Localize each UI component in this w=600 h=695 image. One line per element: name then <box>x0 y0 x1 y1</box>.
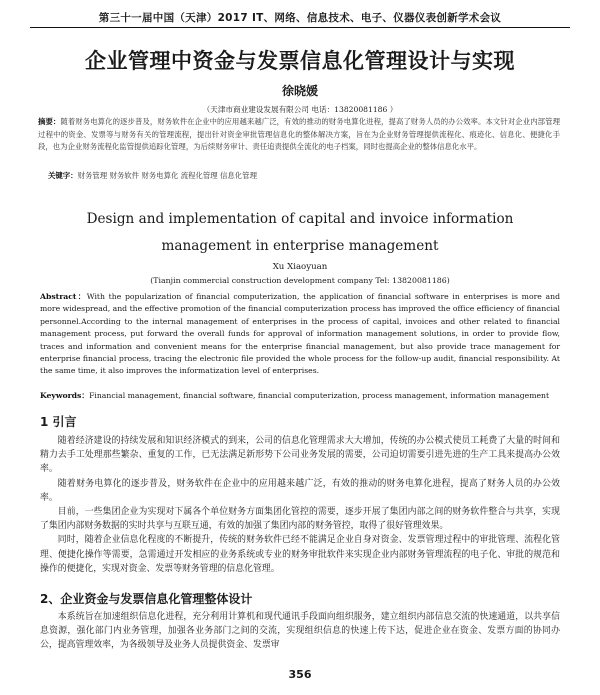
running-head: 第三十一届中国（天津）2017 IT、网络、信息技术、电子、仪器仪表创新学术会议 <box>98 12 502 24</box>
section-1-heading: 1 引言 <box>40 415 77 429</box>
keywords-chinese-label: 关键字： <box>48 171 78 180</box>
affiliation-english: (Tianjin commercial construction development company Tel: 13820081186) <box>150 276 450 285</box>
author-english: Xu Xiaoyuan <box>272 262 328 272</box>
section-2-body <box>40 610 560 653</box>
author-chinese: 徐晓媛 <box>281 84 318 98</box>
abstract-english <box>40 291 560 378</box>
abstract-chinese-label: 摘要： <box>38 117 61 126</box>
paragraph: 同时，随着企业信息化程度的不断提升，传统的财务软件已经不能满足企业自身对资金、发票管理过程中的审批管理、流程化管理、便捷化操作等需要，急需通过开发相应的业务系统或专业的财务审批软件来实现企业内部财务管理流程的电子化、审批的规范和操作的便捷化，实现对资金、发票等财务管理的信息化管理。 <box>40 535 560 574</box>
header-divider <box>30 27 570 28</box>
title-english <box>40 206 560 260</box>
section-2-heading: 2、企业资金与发票信息化管理整体设计 <box>40 592 253 606</box>
title-chinese: 企业管理中资金与发票信息化管理设计与实现 <box>85 49 515 73</box>
abstract-english-label: Abstract： <box>40 292 87 301</box>
keywords-chinese-text: 财务管理 财务软件 财务电算化 流程化管理 信息化管理 <box>77 171 257 180</box>
title-english-line2: management in enterprise management <box>161 238 439 254</box>
keywords-english-label: Keywords： <box>40 391 90 400</box>
abstract-chinese-text: 随着财务电算化的逐步普及，财务软件在企业中的应用越来越广泛，有效的推动的财务电算化进程，提高了财务人员的办公效率。本文针对企业内部管理过程中的资金、发票等与财务有关的管理流程，提出针对资金审批管理信息化的整体解决方案，旨在为企业财务管理提供流程化、痕迹化、信息化、便捷化手段，也为企业财务流程化监管提供追踪化管理，为后续财务审计、责任追责提供全流化的电子档案，同时也提高企业的整体信息化水平。 <box>38 117 560 151</box>
page-number: 356 <box>288 668 312 681</box>
paragraph: 随着财务电算化的逐步普及，财务软件在企业中的应用越来越广泛，有效的推动的财务电算化进程，提高了财务人员的办公效率。 <box>40 478 560 503</box>
affiliation-chinese: （天津市商业建设发展有限公司 电话：13820081186 ） <box>202 105 398 114</box>
paragraph: 本系统旨在加速组织信息化进程，充分利用计算机和现代通讯手段面向组织服务，建立组织内部信息交流的快速通道，以共享信息资源，强化部门内业务管理，加强各业务部门之间的交流，实现组织信息的快速上传下达，促进企业在资金、发票方面的协同办公，提高管理效率，为各级领导及业务人员提供资金、发票审 <box>40 612 560 651</box>
keywords-chinese <box>48 170 560 181</box>
title-english-line1: Design and implementation of capital and invoice information <box>86 211 514 227</box>
paragraph: 随着经济建设的持续发展和知识经济模式的到来，公司的信息化管理需求大大增加，传统的办公模式使员工耗费了大量的时间和精力去手工处理那些繁杂、重复的工作，已无法满足新形势下公司业务发展的需要，公司迫切需要引进先进的生产工具来提高办公效率。 <box>40 436 560 475</box>
abstract-chinese <box>38 116 560 154</box>
keywords-english-text: Financial management, financial software, financial computerization, process management, information management <box>89 391 550 400</box>
paragraph: 目前，一些集团企业为实现对下属各个单位财务方面集团化管控的需要，逐步开展了集团内部之间的财务软件整合与共享，实现了集团内部财务数据的实时共享与互联互通，有效的加强了集团内部的财务管控，取得了很好管理效果。 <box>40 507 560 532</box>
section-1-body <box>40 434 560 576</box>
keywords-english <box>40 390 560 401</box>
abstract-english-text: With the popularization of financial computerization, the application of financial software in enterprises is more and more widespread, and the effective promotion of the financial computerization process has improved the office efficiency of financial personnel.According to the internal management of enterprises in the process of capital, invoices and other related to financial management process, put forward the overall funds for approval of information management solutions, in order to provide flow, traces and information and convenient means for the enterprise financial management, but also provide trace management for enterprise financial process, tracing the electronic file provided the whole process for the follow-up audit, financial responsibility. At the same time, it also improves the informatization level of enterprises. <box>40 292 560 376</box>
